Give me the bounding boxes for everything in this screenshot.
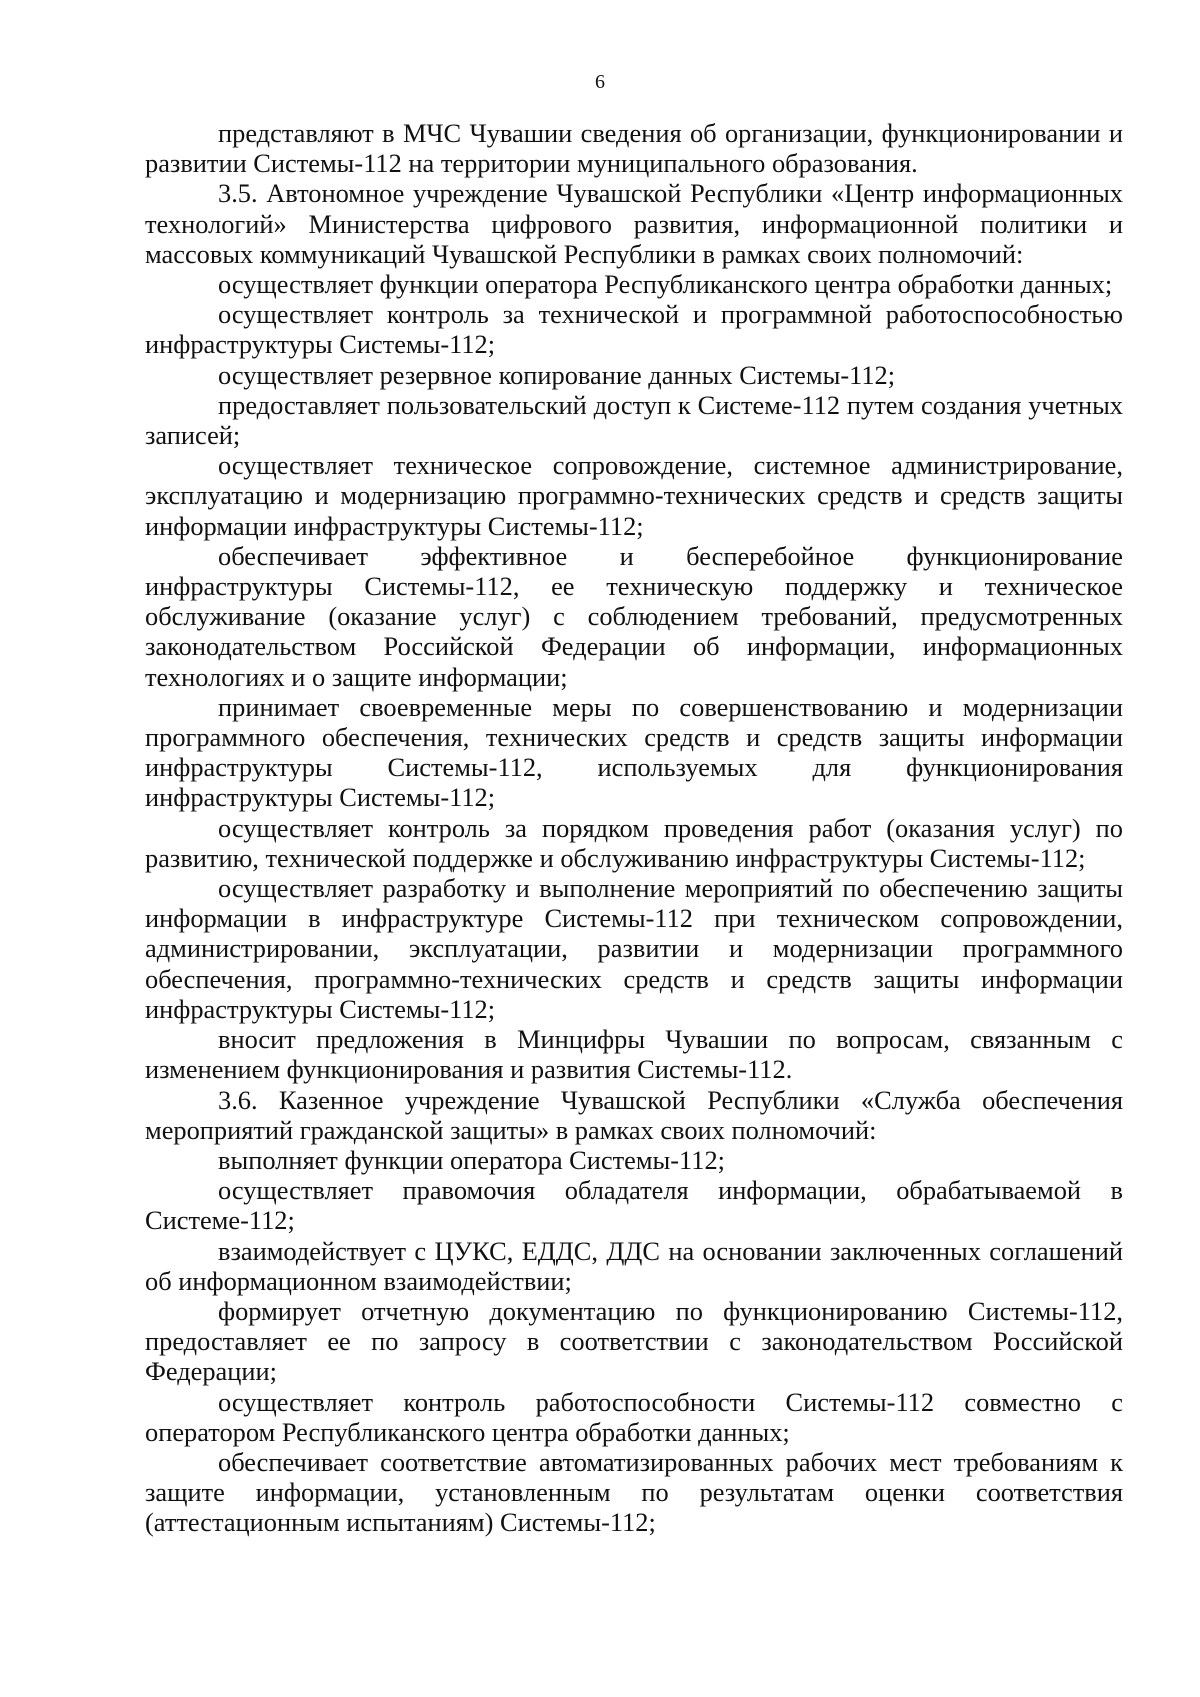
paragraph-3-6-item-monitoring: осуществляет контроль работоспособности Системы-112 совместно с оператором Республиканского центра обработки данных; [145,1386,1123,1447]
paragraph-3-5-item-proposals: вносит предложения в Минцифры Чувашии по вопросам, связанным с изменением функционирования и развития Системы-112. [145,1024,1123,1085]
paragraph-section-3-6-heading: 3.6. Казенное учреждение Чувашской Республики «Служба обеспечения мероприятий гражданской защиты» в рамках своих полномочий: [145,1084,1123,1145]
page-number: 6 [595,71,605,93]
paragraph-3-5-item-protection: осуществляет разработку и выполнение мероприятий по обеспечению защиты информации в инфраструктуре Системы-112 при техническом сопровождении, администрировании, эксплуатации, развитии и модернизации программного обеспечения, программно-технических средств и средств защиты информации инфраструктуры Системы-112; [145,873,1123,1024]
paragraph-3-5-item-access: предоставляет пользовательский доступ к Системе-112 путем создания учетных записей; [145,389,1123,451]
paragraph-3-5-item-functioning: обеспечивает эффективное и бесперебойное функционирование инфраструктуры Системы-112, ее техническую поддержку и техническое обслуживание (оказание услуг) с соблюдением требований, предусмотренных законодательством Российской Федерации об информации, информационных технологиях и о защите информации; [145,540,1123,692]
paragraph-3-6-item-owner: осуществляет правомочия обладателя информации, обрабатываемой в Системе-112; [145,1175,1123,1236]
paragraph-3-5-item-support: осуществляет техническое сопровождение, системное администрирование, эксплуатацию и модернизацию программно-технических средств и средств защиты информации инфраструктуры Системы-112; [145,450,1123,541]
paragraph-intro-continuation: представляют в МЧС Чувашии сведения об организации, функционировании и развитии Системы-112 на территории муниципального образования. [145,118,1123,179]
paragraph-3-5-item-modernization: принимает своевременные меры по совершенствованию и модернизации программного обеспечения, технических средств и средств защиты информации инфраструктуры Системы-112, используемых для функционирования инфраструктуры Системы-112; [145,691,1123,813]
paragraph-3-5-item-backup: осуществляет резервное копирование данных Системы-112; [218,359,896,390]
document-body [145,118,1123,1538]
paragraph-3-6-item-compliance: обеспечивает соответствие автоматизированных рабочих мест требованиям к защите информации, установленным по результатам оценки соответствия (аттестационным испытаниям) Системы-112; [145,1446,1123,1538]
paragraph-3-6-item-reporting: формирует отчетную документацию по функционированию Системы-112, предоставляет ее по запросу в соответствии с законодательством Российской Федерации; [145,1295,1123,1387]
paragraph-3-5-item-operator: осуществляет функции оператора Республиканского центра обработки данных; [218,269,1113,300]
paragraph-3-6-item-interaction: взаимодействует с ЦУКС, ЕДДС, ДДС на основании заключенных соглашений об информационном взаимодействии; [145,1235,1123,1296]
paragraph-3-6-item-operator: выполняет функции оператора Системы-112; [218,1144,725,1175]
paragraph-3-5-item-works-control: осуществляет контроль за порядком проведения работ (оказания услуг) по развитию, технической поддержке и обслуживанию инфраструктуры Системы-112; [145,812,1123,873]
paragraph-3-5-item-control: осуществляет контроль за технической и программной работоспособностью инфраструктуры Системы-112; [145,299,1123,360]
paragraph-section-3-5-heading: 3.5. Автономное учреждение Чувашской Республики «Центр информационных технологий» Министерства цифрового развития, информационной политики и массовых коммуникаций Чувашской Республики в рамках своих полномочий: [145,178,1123,269]
